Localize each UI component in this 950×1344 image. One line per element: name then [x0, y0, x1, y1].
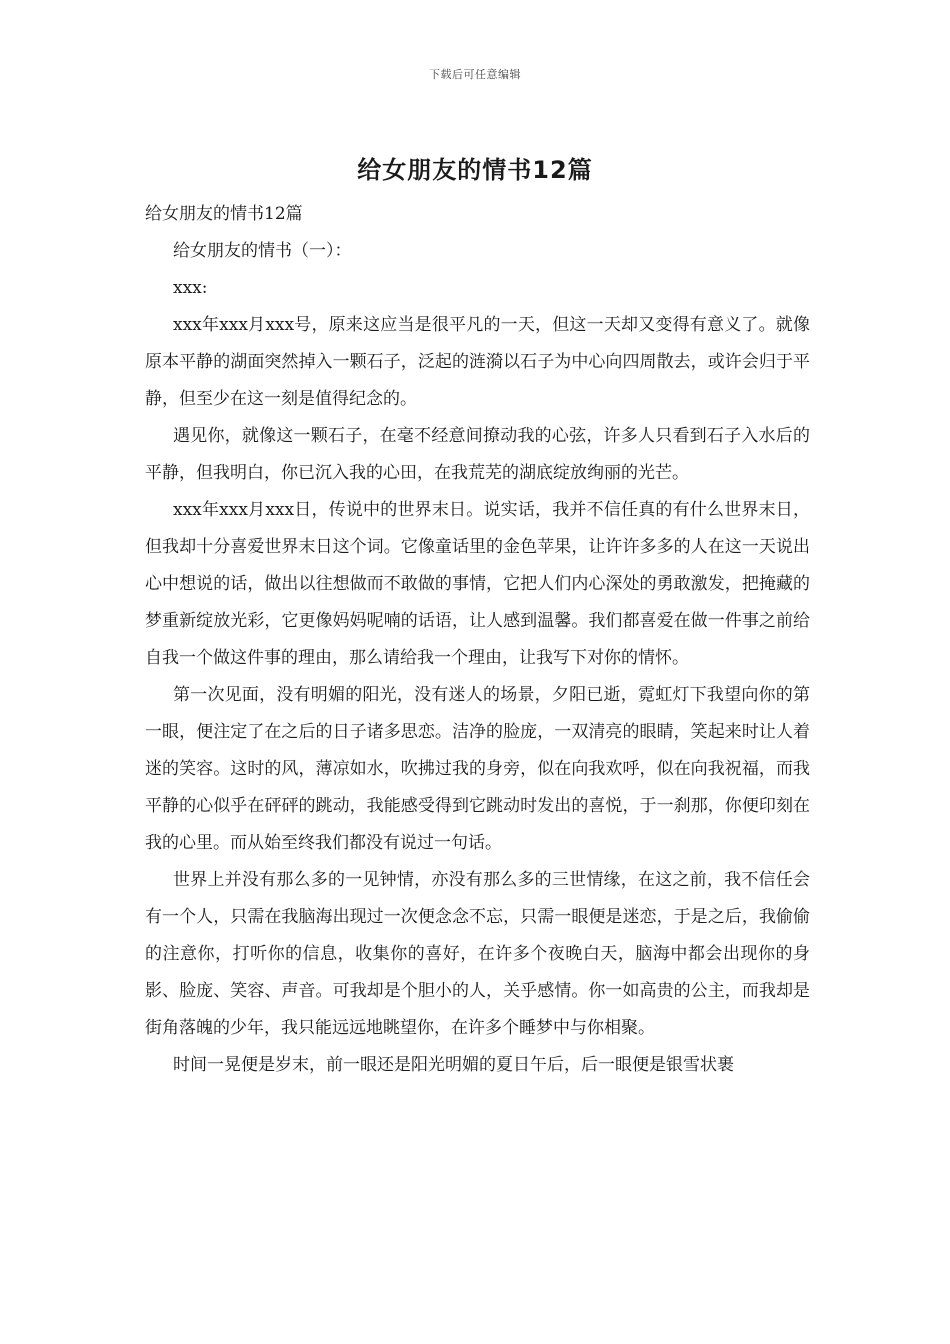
paragraph: 遇见你，就像这一颗石子，在毫不经意间撩动我的心弦，许多人只看到石子入水后的平静，但我明白，你已沉入我的心田，在我荒芜的湖底绽放绚丽的光芒。 [145, 426, 810, 483]
paragraph: 第一次见面，没有明媚的阳光，没有迷人的场景，夕阳已逝，霓虹灯下我望向你的第一眼，便注定了在之后的日子诸多思恋。洁净的脸庞，一双清亮的眼睛，笑起来时让人着迷的笑容。这时的风，薄凉如水，吹拂过我的身旁，似在向我欢呼，似在向我祝福，而我平静的心似乎在砰砰的跳动，我能感受得到它跳动时发出的喜悦，于一刹那，你便印刻在我的心里。而从始至终我们都没有说过一句话。 [145, 685, 810, 853]
header-note: 下载后可任意编辑 [429, 68, 521, 81]
paragraph: xxx年xxx月xxx号，原来这应当是很平凡的一天，但这一天却又变得有意义了。就像原本平静的湖面突然掉入一颗石子，泛起的涟漪以石子为中心向四周散去，或许会归于平静，但至少在这一刻是值得纪念的。 [145, 315, 810, 409]
section-heading: 给女朋友的情书（一）： [173, 241, 352, 261]
paragraph: 世界上并没有那么多的一见钟情，亦没有那么多的三世情缘，在这之前，我不信任会有一个人，只需在我脑海出现过一次便念念不忘，只需一眼便是迷恋，于是之后，我偷偷的注意你，打听你的信息，收集你的喜好，在许多个夜晚白天，脑海中都会出现你的身影、脸庞、笑容、声音。可我却是个胆小的人，关乎感情。你一如高贵的公主，而我却是街角落魄的少年，我只能远远地眺望你，在许多个睡梦中与你相聚。 [145, 870, 810, 1038]
document-body [145, 196, 810, 1084]
document-subtitle: 给女朋友的情书12篇 [145, 204, 303, 224]
paragraph: 时间一晃便是岁末，前一眼还是阳光明媚的夏日午后，后一眼便是银雪状裹 [173, 1055, 734, 1075]
paragraph: xxx年xxx月xxx日，传说中的世界末日。说实话，我并不信任真的有什么世界末日，但我却十分喜爱世界末日这个词。它像童话里的金色苹果，让许许多多的人在这一天说出心中想说的话，做出以往想做而不敢做的事情，它把人们内心深处的勇敢激发，把掩藏的梦重新绽放光彩，它更像妈妈呢喃的话语，让人感到温馨。我们都喜爱在做一件事之前给自我一个做这件事的理由，那么请给我一个理由，让我写下对你的情怀。 [145, 500, 810, 668]
salutation: xxx: [173, 278, 208, 298]
document-title: 给女朋友的情书12篇 [357, 156, 593, 184]
